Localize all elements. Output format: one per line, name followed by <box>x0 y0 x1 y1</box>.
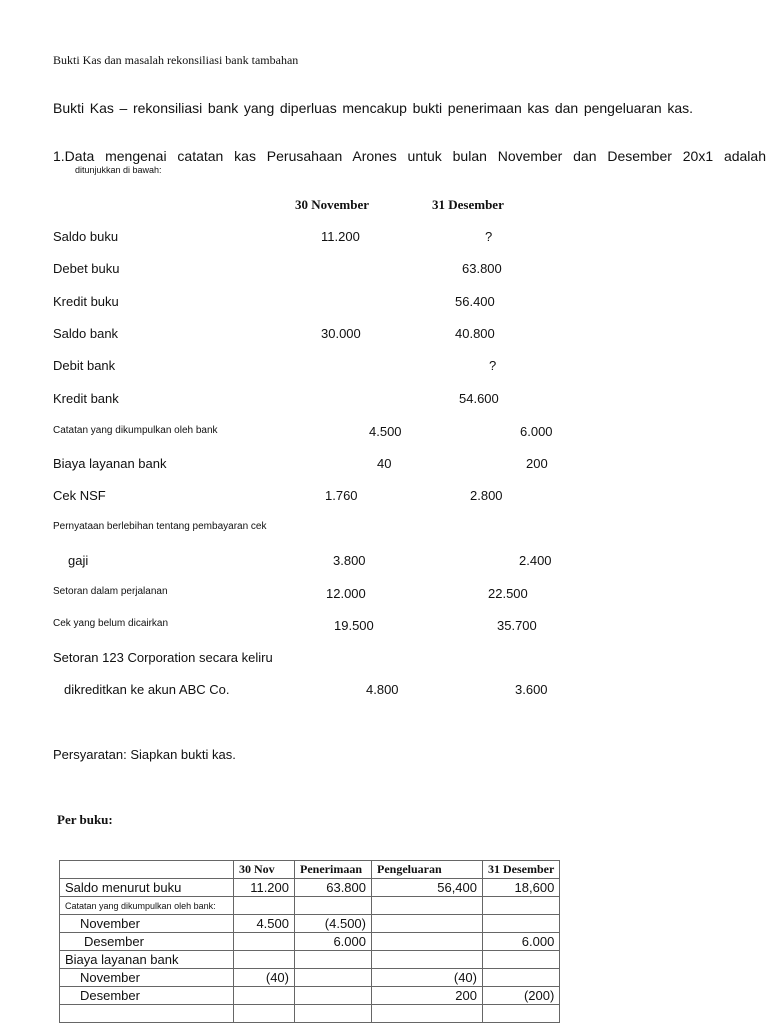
question-text-continuation: ditunjukkan di bawah: <box>75 165 162 175</box>
data-row-label: Biaya layanan bank <box>53 456 167 471</box>
table-cell: 6.000 <box>295 933 372 951</box>
table-cell <box>295 987 372 1005</box>
table-cell <box>295 1005 372 1023</box>
data-row-november: 12.000 <box>326 586 366 601</box>
data-row-november: 11.200 <box>321 229 360 244</box>
table-cell: Catatan yang dikumpulkan oleh bank: <box>60 897 234 915</box>
table-row <box>60 951 560 969</box>
data-row-december: 35.700 <box>497 618 537 633</box>
data-row-december: 3.600 <box>515 682 548 697</box>
table-row <box>60 879 560 897</box>
table-cell: (200) <box>483 987 560 1005</box>
data-row-label: Cek NSF <box>53 488 106 503</box>
per-buku-heading: Per buku: <box>57 812 113 827</box>
data-row-december: 22.500 <box>488 586 528 601</box>
data-row-label: Debit bank <box>53 358 116 373</box>
table-cell: Desember <box>60 987 234 1005</box>
table-header-row <box>60 861 560 879</box>
table-cell <box>483 951 560 969</box>
data-row-label: Saldo bank <box>53 326 119 341</box>
data-row-december: ? <box>489 358 497 373</box>
table-cell <box>295 897 372 915</box>
data-row-december: 40.800 <box>455 326 495 341</box>
table-cell: (4.500) <box>295 915 372 933</box>
data-row-label: Saldo buku <box>53 229 119 244</box>
data-row-december: 6.000 <box>520 424 553 439</box>
data-row-november: 3.800 <box>333 553 366 568</box>
data-row-november: 1.760 <box>325 488 358 503</box>
data-row-label: Setoran dalam perjalanan <box>53 586 168 597</box>
table-row <box>60 1005 560 1023</box>
column-header-december: 31 Desember <box>432 197 504 212</box>
intro-paragraph: Bukti Kas – rekonsiliasi bank yang diperluas mencakup bukti penerimaan kas dan pengeluaran kas. <box>53 100 693 116</box>
data-row-november: 4.500 <box>369 424 402 439</box>
table-cell <box>295 969 372 987</box>
table-row <box>60 897 560 915</box>
table-cell <box>372 1005 483 1023</box>
table-cell: 56,400 <box>372 879 483 897</box>
data-row-december: 63.800 <box>462 261 502 276</box>
table-cell <box>372 897 483 915</box>
data-row-december: 2.800 <box>470 488 503 503</box>
table-cell <box>234 987 295 1005</box>
table-cell <box>372 951 483 969</box>
table-cell <box>483 969 560 987</box>
table-cell: Saldo menurut buku <box>60 879 234 897</box>
data-row-label: Cek yang belum dicairkan <box>53 618 169 629</box>
data-row-label: Kredit bank <box>53 391 119 406</box>
table-cell: 11.200 <box>234 879 295 897</box>
table-cell <box>234 951 295 969</box>
document-title: Bukti Kas dan masalah rekonsiliasi bank tambahan <box>53 53 299 67</box>
data-row-november: 40 <box>377 456 392 471</box>
table-cell: 4.500 <box>234 915 295 933</box>
column-header-november: 30 November <box>295 197 370 212</box>
data-row-november: 30.000 <box>321 326 361 341</box>
table-header-cell <box>60 861 234 879</box>
data-row-november: 4.800 <box>366 682 399 697</box>
table-cell: Desember <box>60 933 234 951</box>
table-header-cell: 30 Nov <box>234 861 295 879</box>
data-row-december: 54.600 <box>459 391 499 406</box>
requirement-text: Persyaratan: Siapkan bukti kas. <box>53 747 236 762</box>
table-cell <box>234 1005 295 1023</box>
table-cell <box>483 915 560 933</box>
table-cell <box>483 1005 560 1023</box>
data-row-december: ? <box>485 229 493 244</box>
data-row-december: 56.400 <box>455 294 495 309</box>
table-cell <box>234 897 295 915</box>
table-cell <box>372 933 483 951</box>
table-header-cell: 31 Desember <box>483 861 560 879</box>
table-row <box>60 933 560 951</box>
question-text: 1.Data mengenai catatan kas Perusahaan Arones untuk bulan November dan Desember 20x1 adalah <box>53 148 766 164</box>
data-row-december: 200 <box>526 456 548 471</box>
table-cell: (40) <box>234 969 295 987</box>
table-cell <box>295 951 372 969</box>
table-cell: November <box>60 915 234 933</box>
table-cell <box>234 933 295 951</box>
table-cell <box>483 897 560 915</box>
table-cell: November <box>60 969 234 987</box>
table-cell: 200 <box>372 987 483 1005</box>
table-cell: 18,600 <box>483 879 560 897</box>
table-cell: 6.000 <box>483 933 560 951</box>
table-header-cell: Penerimaan <box>295 861 372 879</box>
table-cell <box>372 915 483 933</box>
table-cell: Biaya layanan bank <box>60 951 234 969</box>
data-row-label: Kredit buku <box>53 294 119 309</box>
table-cell: 63.800 <box>295 879 372 897</box>
data-row-label: Catatan yang dikumpulkan oleh bank <box>53 425 218 436</box>
table-row <box>60 915 560 933</box>
data-row-label: Pernyataan berlebihan tentang pembayaran cek <box>53 521 267 532</box>
data-row-label: gaji <box>68 553 89 568</box>
data-row-december: 2.400 <box>519 553 552 568</box>
table-cell <box>60 1005 234 1023</box>
data-row-label: Setoran 123 Corporation secara keliru <box>53 650 273 665</box>
table-row <box>60 969 560 987</box>
table-cell: (40) <box>372 969 483 987</box>
data-row-label: Debet buku <box>53 261 120 276</box>
cash-proof-table <box>59 860 560 1023</box>
table-row <box>60 987 560 1005</box>
data-row-november: 19.500 <box>334 618 374 633</box>
data-row-label: dikreditkan ke akun ABC Co. <box>64 682 230 697</box>
table-header-cell: Pengeluaran <box>372 861 483 879</box>
